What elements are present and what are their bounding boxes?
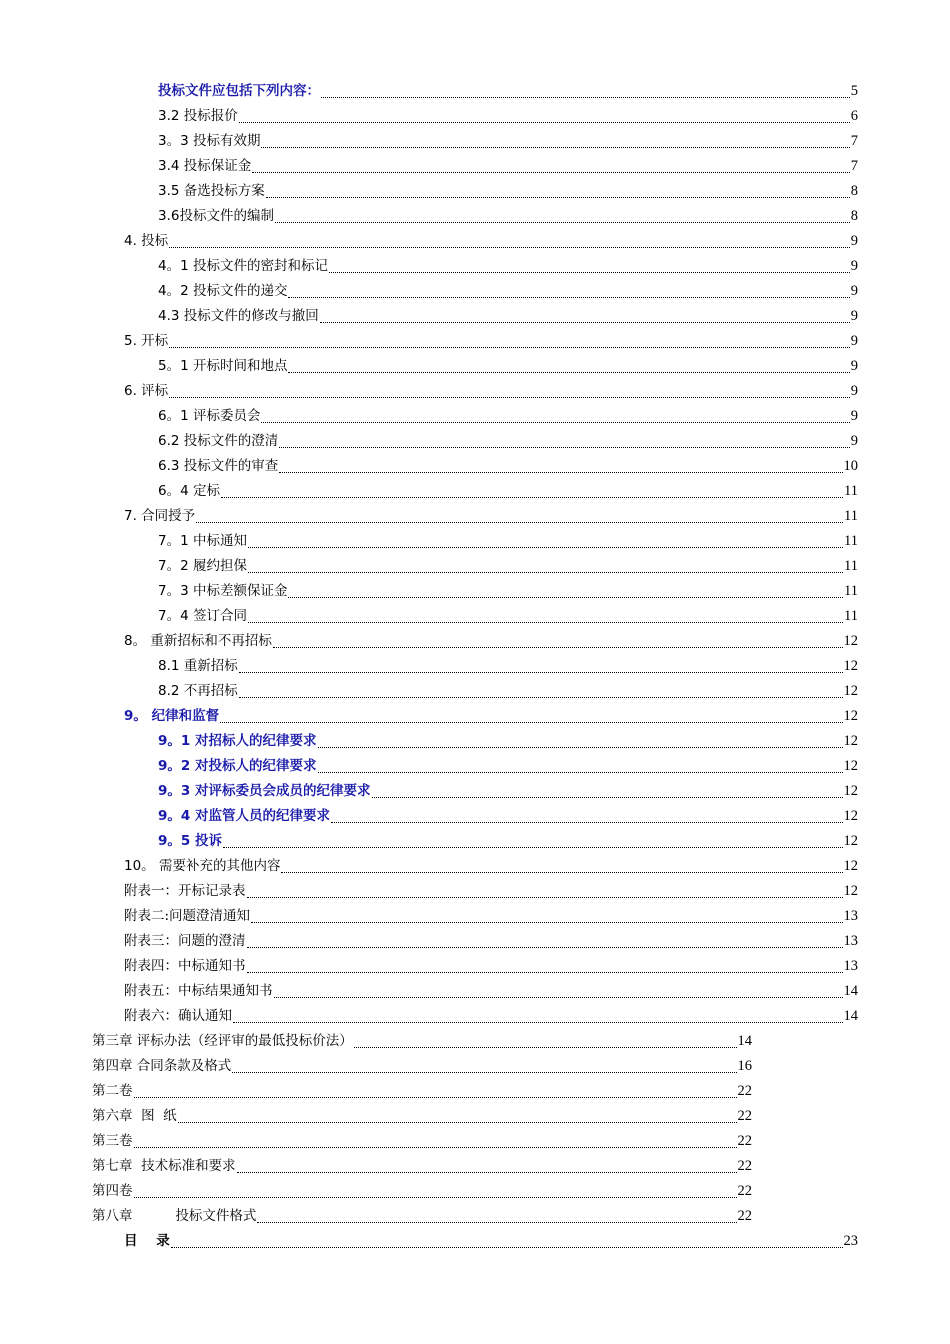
toc-entry-page: 7 xyxy=(850,158,858,174)
toc-entry-page: 22 xyxy=(737,1208,752,1224)
toc-entry-title: 8。 重新招标和不再招标 xyxy=(124,633,272,649)
toc-entry-page: 11 xyxy=(844,558,858,574)
toc-entry-title: 第三章 评标办法（经评审的最低投标价法） xyxy=(92,1033,353,1049)
dot-leader xyxy=(247,879,843,898)
dot-leader xyxy=(318,754,843,773)
toc-entry-title: 附表二:问题澄清通知 xyxy=(124,908,251,924)
dot-leader xyxy=(178,1104,737,1123)
toc-entry[interactable] xyxy=(124,930,858,952)
toc-entry-title: 8.2 不再招标 xyxy=(158,683,238,699)
toc-entry-page: 11 xyxy=(844,508,858,524)
dot-leader xyxy=(169,229,850,248)
toc-entry[interactable] xyxy=(92,1105,752,1127)
toc-entry[interactable] xyxy=(158,580,858,602)
toc-entry[interactable] xyxy=(124,880,858,902)
dot-leader xyxy=(281,854,842,873)
toc-entry-title: 3.4 投标保证金 xyxy=(158,158,252,174)
dot-leader xyxy=(221,479,843,498)
toc-entry[interactable] xyxy=(158,730,858,752)
toc-entry-title: 3.2 投标报价 xyxy=(158,108,238,124)
toc-entry-title: 6. 评标 xyxy=(124,383,169,399)
toc-entry[interactable] xyxy=(158,130,858,152)
toc-entry-title: 10。 需要补充的其他内容 xyxy=(124,858,281,874)
toc-entry[interactable] xyxy=(92,1130,752,1152)
dot-leader xyxy=(247,929,843,948)
toc-entry-page: 13 xyxy=(843,958,858,974)
dot-leader xyxy=(354,1029,737,1048)
dot-leader xyxy=(237,1154,737,1173)
dot-leader xyxy=(320,304,850,323)
toc-entry[interactable] xyxy=(124,1230,858,1252)
toc-entry[interactable] xyxy=(124,330,858,352)
dot-leader xyxy=(279,429,849,448)
dot-leader xyxy=(223,829,843,848)
toc-entry-page: 12 xyxy=(843,683,858,699)
toc-entry[interactable] xyxy=(158,480,858,502)
toc-entry-title: 附表三：问题的澄清 xyxy=(124,933,246,949)
toc-entry-title: 4. 投标 xyxy=(124,233,169,249)
toc-entry-page: 10 xyxy=(843,458,858,474)
dot-leader xyxy=(239,679,843,698)
dot-leader xyxy=(134,1129,737,1148)
toc-entry-page: 12 xyxy=(843,708,858,724)
dot-leader xyxy=(247,954,843,973)
toc-entry[interactable] xyxy=(158,80,858,102)
toc-entry-title: 第六章 图 纸 xyxy=(92,1108,177,1124)
dot-leader xyxy=(288,354,849,373)
toc-entry-page: 12 xyxy=(843,733,858,749)
dot-leader xyxy=(321,79,850,98)
dot-leader xyxy=(329,254,850,273)
toc-entry-page: 12 xyxy=(843,783,858,799)
toc-entry-title: 附表四：中标通知书 xyxy=(124,958,246,974)
toc-entry-title: 7。3 中标差额保证金 xyxy=(158,583,288,599)
dot-leader xyxy=(134,1179,737,1198)
toc-entry-page: 12 xyxy=(843,833,858,849)
toc-entry[interactable] xyxy=(124,380,858,402)
toc-entry[interactable] xyxy=(124,980,858,1002)
dot-leader xyxy=(261,129,849,148)
toc-entry[interactable] xyxy=(158,105,858,127)
toc-entry[interactable] xyxy=(158,605,858,627)
dot-leader xyxy=(288,279,849,298)
toc-entry[interactable] xyxy=(158,530,858,552)
toc-entry-title: 9。5 投诉 xyxy=(158,833,222,849)
toc-entry[interactable] xyxy=(92,1180,752,1202)
toc-entry-page: 5 xyxy=(850,83,858,99)
toc-entry-page: 9 xyxy=(850,333,858,349)
toc-entry[interactable] xyxy=(158,830,858,852)
toc-entry[interactable] xyxy=(158,430,858,452)
toc-entry-title: 目 录 xyxy=(124,1233,170,1249)
toc-entry-page: 9 xyxy=(850,383,858,399)
toc-entry[interactable] xyxy=(158,305,858,327)
toc-entry-page: 11 xyxy=(844,533,858,549)
dot-leader xyxy=(239,654,843,673)
dot-leader xyxy=(134,1079,737,1098)
toc-entry-page: 7 xyxy=(850,133,858,149)
toc-entry-title: 7。2 履约担保 xyxy=(158,558,247,574)
toc-entry-title: 5。1 开标时间和地点 xyxy=(158,358,288,374)
dot-leader xyxy=(248,554,843,573)
toc-entry-page: 11 xyxy=(844,608,858,624)
toc-entry-page: 8 xyxy=(850,183,858,199)
toc-entry[interactable] xyxy=(124,955,858,977)
toc-entry-title: 附表一：开标记录表 xyxy=(124,883,246,899)
toc-entry-title: 6.2 投标文件的澄清 xyxy=(158,433,279,449)
toc-entry-page: 23 xyxy=(843,1233,858,1249)
toc-entry-page: 12 xyxy=(843,858,858,874)
toc-entry-page: 22 xyxy=(737,1133,752,1149)
dot-leader xyxy=(232,1054,736,1073)
toc-entry-title: 9。1 对招标人的纪律要求 xyxy=(158,733,317,749)
toc-entry[interactable] xyxy=(124,705,858,727)
toc-entry[interactable] xyxy=(158,555,858,577)
toc-entry[interactable] xyxy=(92,1155,752,1177)
toc-entry-title: 6.3 投标文件的审查 xyxy=(158,458,279,474)
toc-entry-page: 11 xyxy=(844,583,858,599)
dot-leader xyxy=(220,704,842,723)
toc-entry-page: 22 xyxy=(737,1158,752,1174)
dot-leader xyxy=(252,154,849,173)
toc-entry[interactable] xyxy=(158,255,858,277)
toc-entry-page: 14 xyxy=(843,1008,858,1024)
dot-leader xyxy=(169,329,850,348)
toc-entry[interactable] xyxy=(124,905,858,927)
toc-entry-title: 7。4 签订合同 xyxy=(158,608,247,624)
toc-entry[interactable] xyxy=(158,680,858,702)
toc-entry-title: 6。1 评标委员会 xyxy=(158,408,261,424)
toc-entry-page: 12 xyxy=(843,658,858,674)
toc-entry[interactable] xyxy=(158,805,858,827)
toc-entry-page: 9 xyxy=(850,233,858,249)
dot-leader xyxy=(196,504,843,523)
dot-leader xyxy=(248,604,843,623)
dot-leader xyxy=(279,454,842,473)
toc-entry-page: 22 xyxy=(737,1108,752,1124)
dot-leader xyxy=(251,904,842,923)
toc-entry-title: 7。1 中标通知 xyxy=(158,533,247,549)
toc-entry-title: 3.6投标文件的编制 xyxy=(158,208,274,224)
dot-leader xyxy=(274,979,843,998)
toc-entry-title: 9。2 对投标人的纪律要求 xyxy=(158,758,317,774)
toc-entry-title: 9。3 对评标委员会成员的纪律要求 xyxy=(158,783,371,799)
toc-entry[interactable] xyxy=(124,630,858,652)
toc-entry-title: 第八章 投标文件格式 xyxy=(92,1208,257,1224)
toc-entry-title: 第四章 合同条款及格式 xyxy=(92,1058,232,1074)
dot-leader xyxy=(266,179,850,198)
toc-entry[interactable] xyxy=(92,1055,752,1077)
toc-entry[interactable] xyxy=(158,655,858,677)
toc-entry-page: 13 xyxy=(843,908,858,924)
toc-entry-page: 13 xyxy=(843,933,858,949)
toc-entry-page: 16 xyxy=(737,1058,752,1074)
toc-entry-page: 9 xyxy=(850,308,858,324)
toc-entry-title: 4。2 投标文件的递交 xyxy=(158,283,288,299)
toc-entry-page: 9 xyxy=(850,408,858,424)
toc-entry[interactable] xyxy=(124,230,858,252)
toc-entry-title: 5. 开标 xyxy=(124,333,169,349)
toc-entry-page: 14 xyxy=(737,1033,752,1049)
dot-leader xyxy=(261,404,849,423)
dot-leader xyxy=(273,629,843,648)
toc-entry-title: 附表五：中标结果通知书 xyxy=(124,983,273,999)
toc-entry-title: 8.1 重新招标 xyxy=(158,658,238,674)
toc-entry-title: 第三卷 xyxy=(92,1133,133,1149)
toc-entry[interactable] xyxy=(124,1005,858,1027)
toc-entry[interactable] xyxy=(92,1205,752,1227)
toc-entry[interactable] xyxy=(158,355,858,377)
toc-entry-page: 22 xyxy=(737,1183,752,1199)
toc-entry[interactable] xyxy=(158,455,858,477)
toc-entry-page: 12 xyxy=(843,808,858,824)
toc-entry[interactable] xyxy=(158,780,858,802)
toc-entry-page: 12 xyxy=(843,633,858,649)
toc-entry-title: 4。1 投标文件的密封和标记 xyxy=(158,258,328,274)
toc-entry[interactable] xyxy=(158,405,858,427)
toc-entry-title: 4.3 投标文件的修改与撤回 xyxy=(158,308,319,324)
toc-entry[interactable] xyxy=(124,505,858,527)
toc-entry-page: 6 xyxy=(850,108,858,124)
toc-entry[interactable] xyxy=(158,280,858,302)
toc-entry-title: 附表六：确认通知 xyxy=(124,1008,232,1024)
dot-leader xyxy=(372,779,843,798)
toc-entry[interactable] xyxy=(158,755,858,777)
dot-leader xyxy=(171,1229,843,1248)
toc-entry[interactable] xyxy=(92,1080,752,1102)
toc-entry-page: 12 xyxy=(843,758,858,774)
toc-entry[interactable] xyxy=(158,155,858,177)
toc-entry-page: 9 xyxy=(850,433,858,449)
toc-entry-page: 11 xyxy=(844,483,858,499)
toc-entry[interactable] xyxy=(124,855,858,877)
dot-leader xyxy=(233,1004,843,1023)
toc-entry-title: 6。4 定标 xyxy=(158,483,220,499)
dot-leader xyxy=(248,529,843,548)
toc-entry-page: 22 xyxy=(737,1083,752,1099)
dot-leader xyxy=(169,379,850,398)
toc-entry-title: 9。4 对监管人员的纪律要求 xyxy=(158,808,330,824)
toc-entry-title: 投标文件应包括下列内容： xyxy=(158,83,320,99)
toc-entry-title: 9。 纪律和监督 xyxy=(124,708,220,724)
toc-entry-title: 第七章 技术标准和要求 xyxy=(92,1158,236,1174)
toc-entry-page: 14 xyxy=(843,983,858,999)
toc-entry-page: 9 xyxy=(850,283,858,299)
toc-entry-title: 3。3 投标有效期 xyxy=(158,133,261,149)
toc-entry-page: 9 xyxy=(850,358,858,374)
toc-entry[interactable] xyxy=(92,1030,752,1052)
dot-leader xyxy=(257,1204,736,1223)
dot-leader xyxy=(239,104,850,123)
dot-leader xyxy=(318,729,843,748)
toc-entry-page: 12 xyxy=(843,883,858,899)
toc-entry[interactable] xyxy=(158,180,858,202)
toc-entry-title: 第二卷 xyxy=(92,1083,133,1099)
toc-entry-title: 第四卷 xyxy=(92,1183,133,1199)
toc-entry-title: 3.5 备选投标方案 xyxy=(158,183,265,199)
toc-entry[interactable] xyxy=(158,205,858,227)
toc-entry-title: 7. 合同授予 xyxy=(124,508,196,524)
toc-entry-page: 9 xyxy=(850,258,858,274)
dot-leader xyxy=(331,804,843,823)
dot-leader xyxy=(288,579,843,598)
dot-leader xyxy=(275,204,850,223)
toc-entry-page: 8 xyxy=(850,208,858,224)
